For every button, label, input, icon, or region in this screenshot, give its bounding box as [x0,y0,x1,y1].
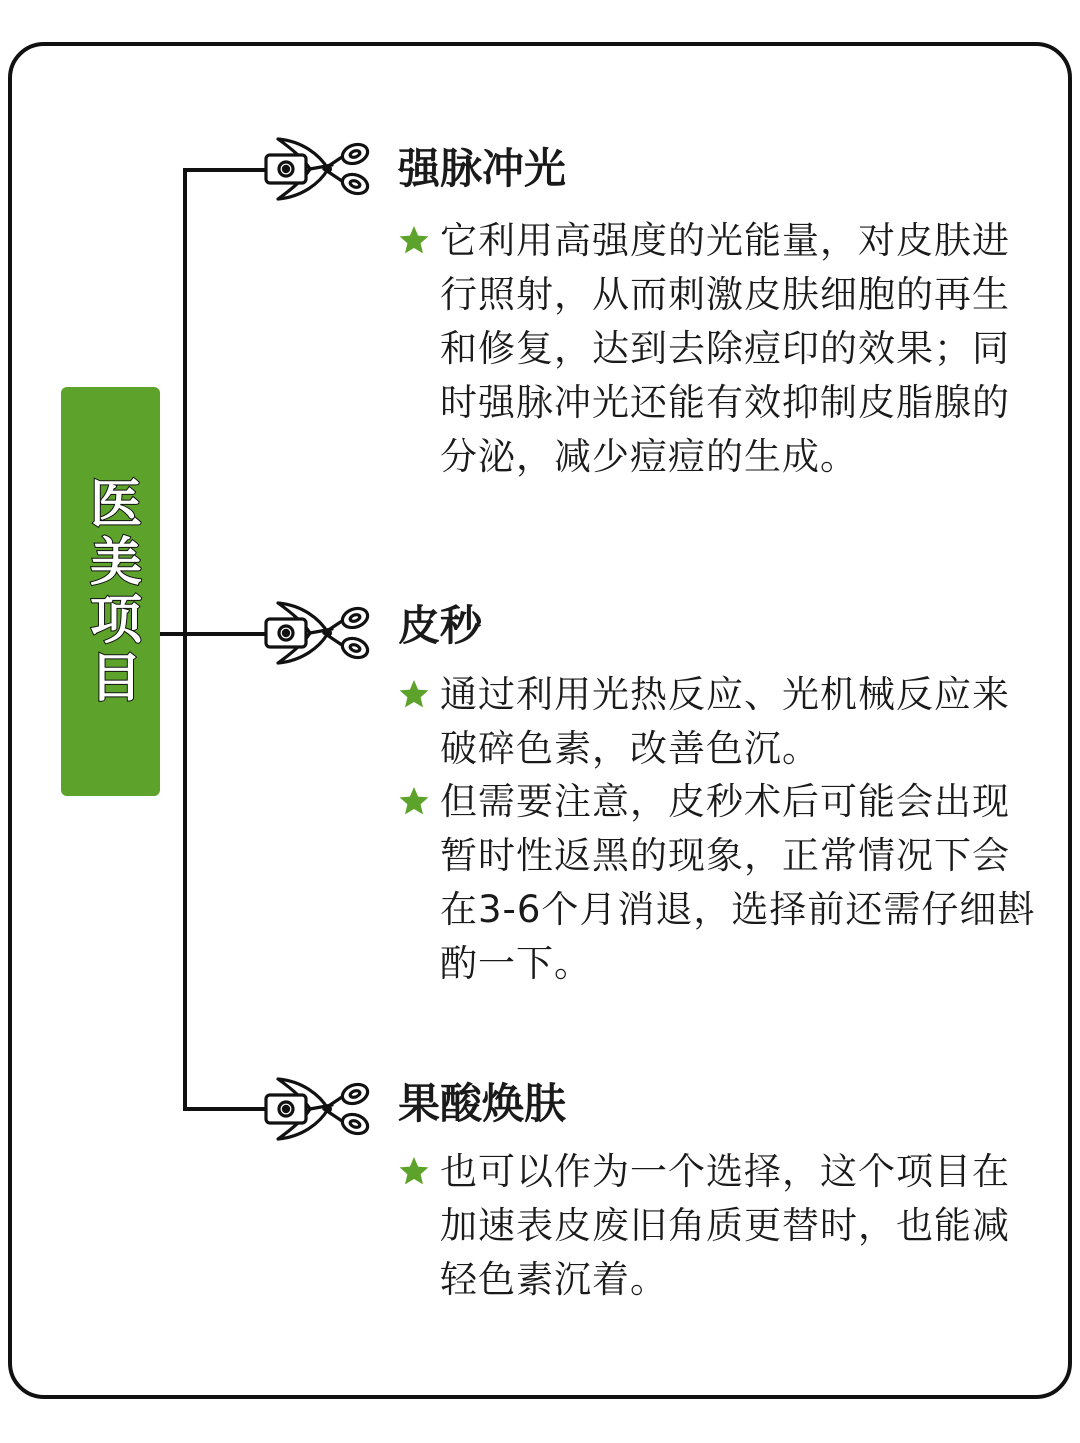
bullet-text: 它利用高强度的光能量，对皮肤进行照射，从而刺激皮肤细胞的再生和修复，达到去除痘印的效果；同时强脉冲光还能有效抑制皮脂腺的分泌，减少痘痘的生成。 [440,219,1010,478]
star-icon [398,1155,430,1187]
bullet-item [398,775,1038,991]
branch-title-3: 果酸焕肤 [398,1079,567,1128]
root-label: 医美项目 [80,475,141,708]
bullet-text: 但需要注意，皮秒术后可能会出现暂时性返黑的现象，正常情况下会在3-6个月消退，选择前还需仔细斟酌一下。 [440,780,1036,985]
star-icon [398,785,430,817]
root-node [61,387,160,796]
bullet-item [398,668,1038,776]
scissors-icon [262,135,374,203]
bullet-item [398,1145,1038,1307]
star-icon [398,678,430,710]
root-connector [160,632,185,636]
branch-line-3 [183,1107,268,1111]
bullet-text: 也可以作为一个选择，这个项目在加速表皮废旧角质更替时，也能减轻色素沉着。 [440,1150,1010,1301]
scissors-icon [262,1075,374,1143]
bullet-text: 通过利用光热反应、光机械反应来破碎色素，改善色沉。 [440,673,1010,770]
trunk-line [183,168,187,1111]
branch-title-2: 皮秒 [398,601,483,650]
scissors-icon [262,599,374,667]
star-icon [398,224,430,256]
branch-line-2 [183,632,268,636]
branch-line-1 [183,168,268,172]
branch-title-1: 强脉冲光 [398,144,567,193]
bullet-item [398,214,1038,484]
